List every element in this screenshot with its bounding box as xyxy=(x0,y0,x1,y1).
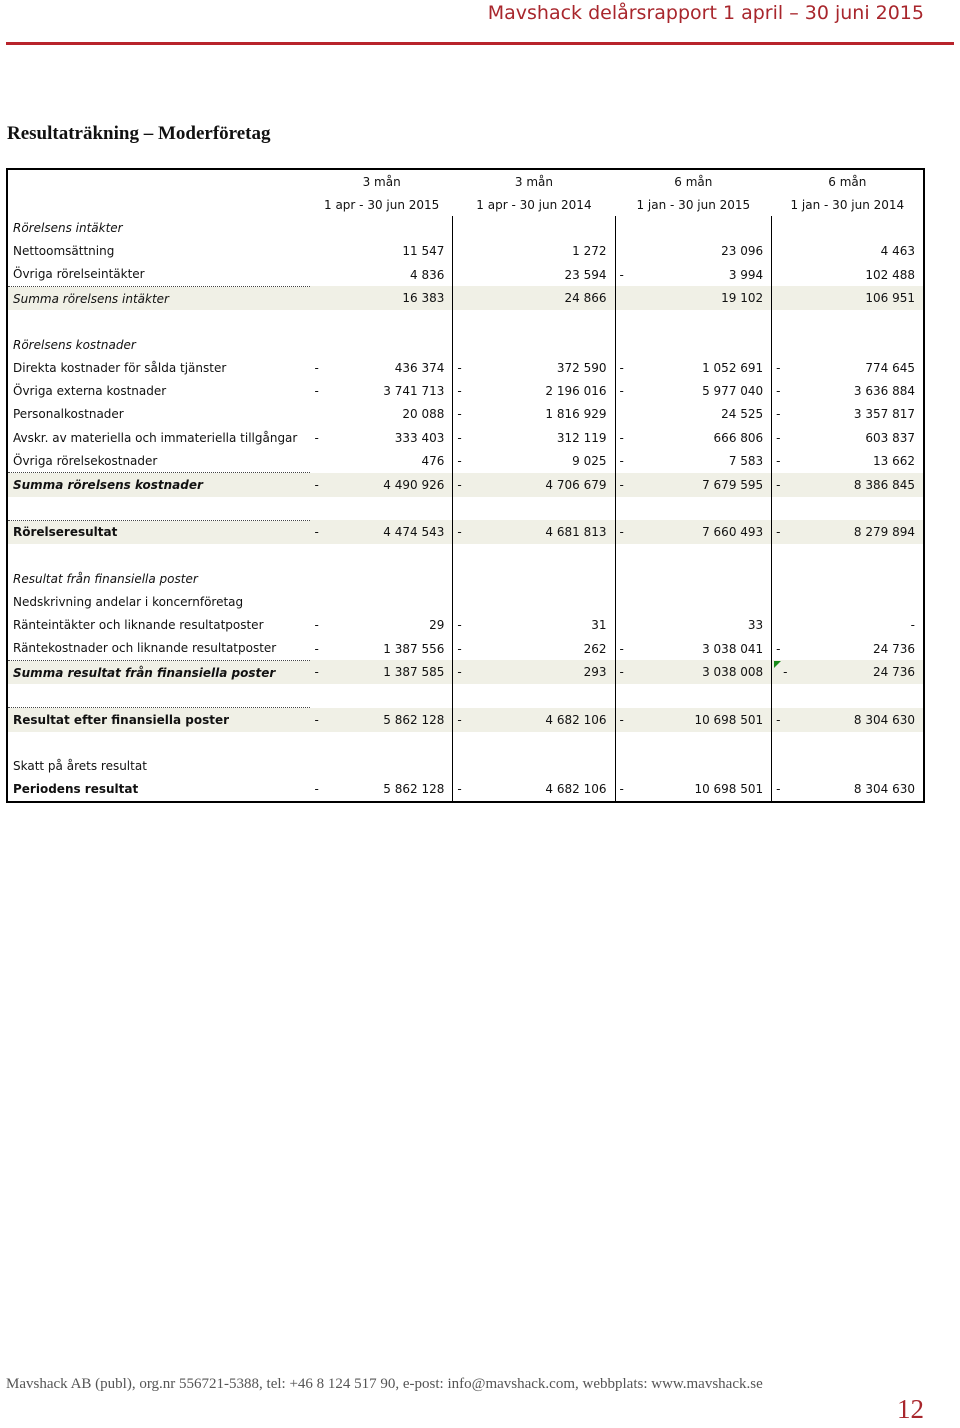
sign-cell xyxy=(772,497,792,521)
col-period: 3 mån xyxy=(310,169,452,193)
sign-cell xyxy=(310,567,330,590)
value-cell: 1 816 929 xyxy=(473,403,615,426)
value-cell xyxy=(791,732,924,755)
sign-cell xyxy=(453,216,473,239)
col-range: 1 jan - 30 jun 2015 xyxy=(636,197,751,212)
value-cell: 5 862 128 xyxy=(330,778,453,802)
value-cell: - xyxy=(791,614,924,637)
table-row xyxy=(7,755,924,778)
sign-cell xyxy=(453,240,473,263)
row-label xyxy=(7,684,310,708)
value-cell xyxy=(635,544,772,567)
sign-cell: - xyxy=(615,660,635,684)
value-cell: 312 119 xyxy=(473,426,615,449)
value-cell: 5 862 128 xyxy=(330,708,453,732)
row-label: Övriga rörelsekostnader xyxy=(7,449,310,473)
value-cell xyxy=(473,310,615,333)
sign-cell xyxy=(453,590,473,613)
sign-cell xyxy=(310,216,330,239)
value-cell: 23 096 xyxy=(635,240,772,263)
value-cell xyxy=(635,216,772,239)
value-cell xyxy=(635,567,772,590)
sign-cell xyxy=(310,310,330,333)
sign-cell: - xyxy=(776,384,781,399)
sign-cell: - xyxy=(772,708,792,732)
col-range: 1 jan - 30 jun 2014 xyxy=(772,193,924,216)
sign-cell xyxy=(615,216,635,239)
table-row xyxy=(7,590,924,613)
table-row xyxy=(7,333,924,356)
row-label: Avskr. av materiella och immateriella tillgångar xyxy=(7,426,310,449)
value-cell: 4 682 106 xyxy=(473,708,615,732)
value-cell: 3 038 041 xyxy=(635,637,772,661)
value-cell: 4 474 543 xyxy=(330,520,453,544)
sign-cell: - xyxy=(457,407,462,422)
value-cell: 3 741 713 xyxy=(330,380,453,403)
value-cell: 24 866 xyxy=(473,286,615,310)
value-cell: 436 374 xyxy=(330,357,453,380)
row-label: Nettoomsättning xyxy=(7,240,310,263)
sign-cell: - xyxy=(453,660,473,684)
sign-cell: - xyxy=(310,660,330,684)
row-label: Personalkostnader xyxy=(7,403,310,426)
row-label xyxy=(7,310,310,333)
sign-cell xyxy=(772,567,792,590)
sign-cell: - xyxy=(314,361,319,376)
value-cell: 29 xyxy=(330,614,453,637)
sign-cell: - xyxy=(776,641,781,656)
sign-cell xyxy=(310,286,330,310)
row-label: Resultat efter finansiella poster xyxy=(7,708,310,732)
sign-cell xyxy=(453,567,473,590)
sign-cell xyxy=(615,310,635,333)
sign-cell xyxy=(772,544,792,567)
value-cell: 106 951 xyxy=(791,286,924,310)
sign-cell xyxy=(310,755,330,778)
comment-flag-icon xyxy=(774,661,781,668)
value-cell: 4 681 813 xyxy=(473,520,615,544)
sign-cell: - xyxy=(615,708,635,732)
value-cell: 9 025 xyxy=(473,449,615,473)
sign-cell: - xyxy=(453,708,473,732)
sign-cell xyxy=(310,732,330,755)
sign-cell: - xyxy=(314,430,319,445)
value-cell: 10 698 501 xyxy=(635,708,772,732)
table-row xyxy=(7,708,924,732)
value-cell xyxy=(791,333,924,356)
sign-cell: - xyxy=(457,454,462,469)
table-row xyxy=(7,426,924,449)
row-label: Periodens resultat xyxy=(7,778,310,802)
value-cell xyxy=(330,755,453,778)
row-label: Ränteintäkter och liknande resultatposter xyxy=(7,614,310,637)
sign-cell: - xyxy=(457,384,462,399)
table-row xyxy=(7,263,924,287)
value-cell: 1 387 585 xyxy=(330,660,453,684)
value-cell xyxy=(635,310,772,333)
row-label: Rörelsens intäkter xyxy=(7,216,310,239)
value-cell xyxy=(473,732,615,755)
value-cell: 24 736 xyxy=(791,660,924,684)
sign-cell xyxy=(310,449,330,473)
sign-cell xyxy=(772,286,792,310)
sign-cell: - xyxy=(615,473,635,497)
sign-cell: - xyxy=(453,778,473,802)
table-row xyxy=(7,449,924,473)
sign-cell: - xyxy=(776,430,781,445)
value-cell: 774 645 xyxy=(791,357,924,380)
row-label: Summa rörelsens kostnader xyxy=(7,473,310,497)
value-cell: 603 837 xyxy=(791,426,924,449)
table-row xyxy=(7,216,924,239)
table-row xyxy=(7,614,924,637)
value-cell xyxy=(791,544,924,567)
sign-cell xyxy=(772,263,792,287)
sign-cell: - xyxy=(619,361,624,376)
sign-cell xyxy=(615,567,635,590)
sign-cell xyxy=(615,497,635,521)
value-cell xyxy=(635,684,772,708)
value-cell: 8 304 630 xyxy=(791,778,924,802)
sign-cell xyxy=(772,684,792,708)
sign-cell xyxy=(772,660,792,684)
value-cell: 7 583 xyxy=(635,449,772,473)
value-cell: 333 403 xyxy=(330,426,453,449)
row-label: Summa rörelsens intäkter xyxy=(7,286,310,310)
sign-cell xyxy=(615,684,635,708)
value-cell xyxy=(791,567,924,590)
table-row xyxy=(7,778,924,802)
sign-cell xyxy=(453,544,473,567)
sign-cell xyxy=(453,684,473,708)
sign-cell xyxy=(453,755,473,778)
row-label: Nedskrivning andelar i koncernföretag xyxy=(7,590,310,613)
range-header-row xyxy=(7,193,924,216)
table-row xyxy=(7,684,924,708)
value-cell: 20 088 xyxy=(330,403,453,426)
value-cell xyxy=(330,590,453,613)
value-cell xyxy=(330,684,453,708)
row-label: Skatt på årets resultat xyxy=(7,755,310,778)
value-cell xyxy=(473,684,615,708)
row-label xyxy=(7,544,310,567)
value-cell xyxy=(791,310,924,333)
col-period: 3 mån xyxy=(453,169,615,193)
value-cell xyxy=(635,497,772,521)
sign-cell xyxy=(453,732,473,755)
value-cell xyxy=(330,216,453,239)
sign-cell xyxy=(310,263,330,287)
value-cell: 4 490 926 xyxy=(330,473,453,497)
value-cell xyxy=(635,590,772,613)
value-cell xyxy=(791,497,924,521)
sign-cell: - xyxy=(457,618,462,633)
value-cell xyxy=(330,497,453,521)
sign-cell: - xyxy=(314,618,319,633)
value-cell: 24 736 xyxy=(791,637,924,661)
value-cell: 16 383 xyxy=(330,286,453,310)
sign-cell xyxy=(310,333,330,356)
sign-cell: - xyxy=(314,641,319,656)
sign-cell: - xyxy=(619,267,624,282)
row-label: Övriga rörelseintäkter xyxy=(7,263,310,287)
value-cell: 3 357 817 xyxy=(791,403,924,426)
col-range: 1 apr - 30 jun 2014 xyxy=(476,197,592,212)
header-rule xyxy=(6,42,954,45)
value-cell xyxy=(473,544,615,567)
value-cell: 1 052 691 xyxy=(635,357,772,380)
value-cell: 262 xyxy=(473,637,615,661)
sign-cell xyxy=(772,590,792,613)
sign-cell: - xyxy=(310,708,330,732)
sign-cell: - xyxy=(776,454,781,469)
value-cell: 10 698 501 xyxy=(635,778,772,802)
sign-cell: - xyxy=(776,361,781,376)
sign-cell xyxy=(310,590,330,613)
value-cell: 4 682 106 xyxy=(473,778,615,802)
value-cell xyxy=(635,333,772,356)
value-cell: 8 386 845 xyxy=(791,473,924,497)
sign-cell: - xyxy=(310,520,330,544)
sign-cell xyxy=(772,216,792,239)
value-cell xyxy=(330,567,453,590)
table-row xyxy=(7,403,924,426)
value-cell: 7 660 493 xyxy=(635,520,772,544)
sign-cell xyxy=(615,590,635,613)
table-row xyxy=(7,637,924,661)
sign-cell xyxy=(310,684,330,708)
sign-cell: - xyxy=(310,473,330,497)
value-cell: 5 977 040 xyxy=(635,380,772,403)
table-row xyxy=(7,497,924,521)
row-label xyxy=(7,732,310,755)
sign-cell xyxy=(772,310,792,333)
table-row xyxy=(7,310,924,333)
sign-cell: - xyxy=(619,454,624,469)
value-cell xyxy=(791,755,924,778)
value-cell: 7 679 595 xyxy=(635,473,772,497)
sign-cell xyxy=(615,732,635,755)
sign-cell xyxy=(453,263,473,287)
value-cell xyxy=(330,333,453,356)
value-cell: 102 488 xyxy=(791,263,924,287)
sign-cell xyxy=(615,614,635,637)
sign-cell xyxy=(453,333,473,356)
table-row xyxy=(7,286,924,310)
value-cell: 8 304 630 xyxy=(791,708,924,732)
sign-cell xyxy=(453,286,473,310)
sign-cell xyxy=(615,544,635,567)
table-row xyxy=(7,732,924,755)
value-cell: 33 xyxy=(635,614,772,637)
row-label: Direkta kostnader för sålda tjänster xyxy=(7,357,310,380)
sign-cell xyxy=(615,755,635,778)
sign-cell: - xyxy=(457,430,462,445)
sign-cell xyxy=(772,755,792,778)
value-cell xyxy=(791,684,924,708)
value-cell xyxy=(473,567,615,590)
value-cell: 24 525 xyxy=(635,403,772,426)
col-period: 6 mån xyxy=(772,169,924,193)
sign-cell xyxy=(310,240,330,263)
report-header-title: Mavshack delårsrapport 1 april – 30 juni 2015 xyxy=(487,2,924,24)
sign-cell: - xyxy=(615,520,635,544)
row-label xyxy=(7,497,310,521)
value-cell: 4 463 xyxy=(791,240,924,263)
value-cell: 19 102 xyxy=(635,286,772,310)
table-row xyxy=(7,520,924,544)
sign-cell: - xyxy=(619,430,624,445)
table-row xyxy=(7,240,924,263)
sign-cell xyxy=(453,310,473,333)
col-period: 6 mån xyxy=(615,169,772,193)
sign-cell xyxy=(310,403,330,426)
value-cell: 2 196 016 xyxy=(473,380,615,403)
income-statement-table xyxy=(6,168,925,803)
sign-cell xyxy=(310,497,330,521)
value-cell: 3 636 884 xyxy=(791,380,924,403)
sign-cell xyxy=(615,286,635,310)
value-cell xyxy=(791,590,924,613)
table-row xyxy=(7,567,924,590)
sign-cell: - xyxy=(619,641,624,656)
value-cell: 4 836 xyxy=(330,263,453,287)
value-cell xyxy=(473,590,615,613)
row-label: Räntekostnader och liknande resultatposter xyxy=(7,637,310,661)
value-cell: 8 279 894 xyxy=(791,520,924,544)
sign-cell: - xyxy=(314,384,319,399)
row-label: Rörelseresultat xyxy=(7,520,310,544)
sign-cell xyxy=(310,544,330,567)
section-heading: Resultaträkning – Moderföretag xyxy=(7,123,271,144)
page-number: 12 xyxy=(897,1394,924,1424)
sign-cell xyxy=(453,497,473,521)
value-cell: 4 706 679 xyxy=(473,473,615,497)
value-cell: 23 594 xyxy=(473,263,615,287)
sign-cell: - xyxy=(457,361,462,376)
sign-cell: - xyxy=(619,384,624,399)
value-cell: 31 xyxy=(473,614,615,637)
value-cell xyxy=(473,755,615,778)
period-header-row xyxy=(7,169,924,193)
sign-cell: - xyxy=(615,778,635,802)
table-row xyxy=(7,380,924,403)
sign-cell: - xyxy=(457,641,462,656)
value-cell: 293 xyxy=(473,660,615,684)
value-cell: 476 xyxy=(330,449,453,473)
sign-cell: - xyxy=(453,520,473,544)
value-cell xyxy=(635,755,772,778)
value-cell xyxy=(330,544,453,567)
value-cell: 3 038 008 xyxy=(635,660,772,684)
col-range: 1 apr - 30 jun 2015 xyxy=(324,197,440,212)
value-cell: 13 662 xyxy=(791,449,924,473)
value-cell: 1 387 556 xyxy=(330,637,453,661)
value-cell: 372 590 xyxy=(473,357,615,380)
value-cell xyxy=(330,310,453,333)
sign-cell xyxy=(615,403,635,426)
table-row xyxy=(7,544,924,567)
value-cell: 3 994 xyxy=(635,263,772,287)
value-cell: 666 806 xyxy=(635,426,772,449)
table-row xyxy=(7,660,924,684)
row-label: Resultat från finansiella poster xyxy=(7,567,310,590)
sign-cell: - xyxy=(310,778,330,802)
value-cell: 11 547 xyxy=(330,240,453,263)
sign-cell xyxy=(615,333,635,356)
value-cell xyxy=(473,216,615,239)
row-label: Övriga externa kostnader xyxy=(7,380,310,403)
table-row xyxy=(7,357,924,380)
value-cell xyxy=(791,216,924,239)
value-cell xyxy=(473,497,615,521)
page-footer: Mavshack AB (publ), org.nr 556721-5388, tel: +46 8 124 517 90, e-post: info@mavshack.com, webbplats: www.mavshack.se xyxy=(6,1376,763,1392)
sign-cell: - xyxy=(772,473,792,497)
sign-cell: - xyxy=(453,473,473,497)
value-cell xyxy=(635,732,772,755)
value-cell xyxy=(330,732,453,755)
sign-cell: - xyxy=(772,520,792,544)
row-label: Summa resultat från finansiella poster xyxy=(7,660,310,684)
table-row xyxy=(7,473,924,497)
sign-cell: - xyxy=(776,407,781,422)
sign-cell xyxy=(772,732,792,755)
sign-cell: - xyxy=(772,778,792,802)
sign-cell xyxy=(772,614,792,637)
value-cell xyxy=(473,333,615,356)
sign-cell xyxy=(772,333,792,356)
sign-cell xyxy=(615,240,635,263)
sign-cell xyxy=(772,240,792,263)
value-cell: 1 272 xyxy=(473,240,615,263)
sign-text: - xyxy=(783,665,788,680)
row-label: Rörelsens kostnader xyxy=(7,333,310,356)
